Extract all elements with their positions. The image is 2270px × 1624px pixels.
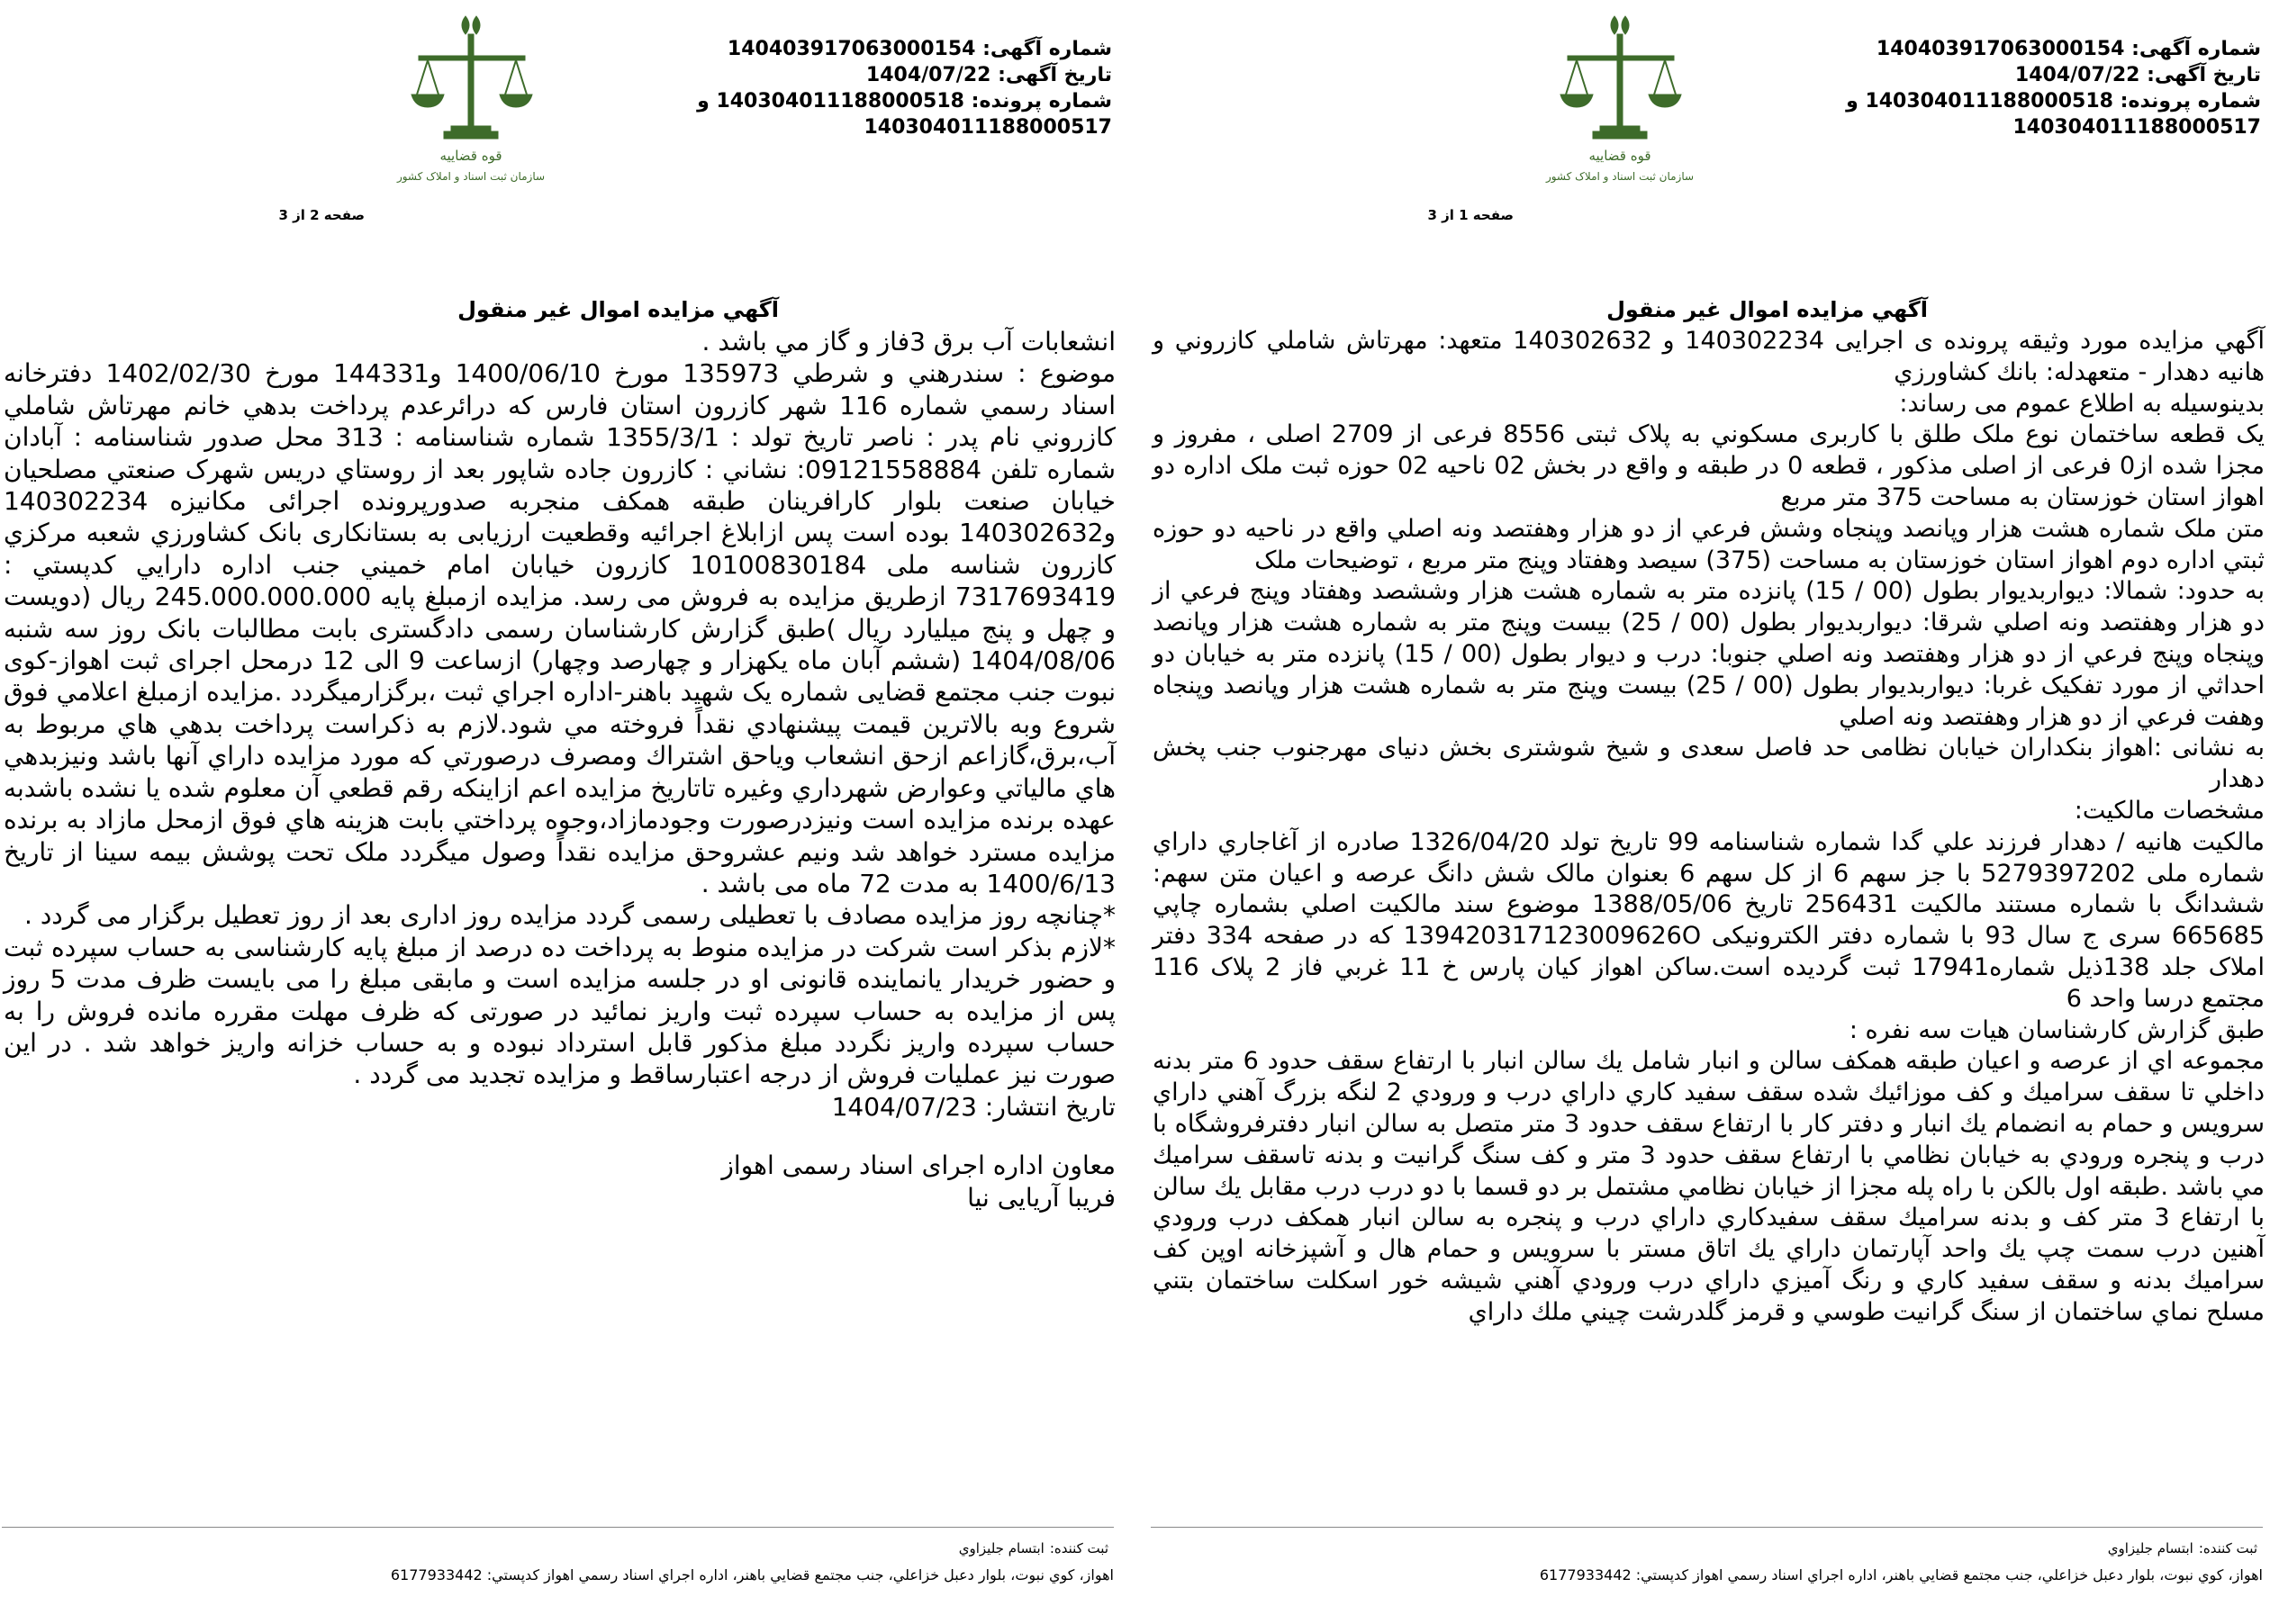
document-body — [1153, 326, 2265, 1329]
ad-meta — [1793, 36, 2261, 140]
page-1 — [1149, 0, 2270, 1624]
paragraph: موضوع : سندرهني و شرطي 135973 مورخ 1400/06/10 و144331 مورخ 1402/02/30 دفترخانه اسناد رسمي شماره 116 شهر کازرون استان فارس که درائرعدم پرداخت بدهي خانم مهرتاش شاملي کازروني نام پدر : ناصر تاريخ تولد : 1355/3/1 شماره شناسنامه : 313 محل صدور شناسنامه : آبادان شماره تلفن 09121558884: نشاني : کازرون جاده شاپور بعد از روستاي دريس شهرک صنعتي مصلحيان خيابان صنعت بلوار کارافرينان طبقه همکف منجربه صدورپرونده اجرائی مکانیزه 140302234 و140302632 بوده است پس ازابلاغ اجرائيه وقطعيت ارزيابی به بستانکاری بانک کشاورزي شعبه مرکزي کازرون شناسه ملی 10100830184 کازرون خيابان امام خميني جنب اداره دارايي کدپستي : 7317693419 ازطريق مزايده به فروش می رسد. مزايده ازمبلغ پايه 245.000.000.000 ريال (دويست و چهل و پنج ميليارد ريال )طبق گزارش کارشناسان رسمی دادگستری بابت مطالبات بانک روز سه شنبه 1404/08/06 (ششم آبان ماه يکهزار و چهارصد وچهار) ازساعت 9 الی 12 درمحل اجرای ثبت اهواز-کوی نبوت جنب مجتمع قضايی شماره يک شهيد باهنر-اداره اجراي ثبت ،برگزارميگردد .مزايده ازمبلغ اعلامي فوق شروع وبه بالاترين قيمت پيشنهادي نقداً فروخته مي شود.لازم به ذکراست پرداخت بدهي هاي مربوط به آب،برق،گازاعم ازحق انشعاب وياحق اشتراك ومصرف درصورتي که مورد مزايده داراي آنها باشد ونيزبدهي هاي مالياتي وعوارض شهرداري وغيره تاتاريخ مزايده اعم ازاينکه رقم قطعي آن معلوم شده يا نشده باشدبه عهده برنده مزايده است ونيزدرصورت وجودمازاد،وجوه پرداختي بابت هزينه هاي فوق ازمحل مازاد به برنده مزايده مسترد خواهد شد ونيم عشروحق مزايده نقداً وصول ميگردد ملک تحت پوشش بيمه سينا از تاريخ 1400/6/13 به مدت 72 ماه می باشد . — [4, 358, 1117, 898]
paragraph: مالکيت هانيه / دهدار فرزند علي گدا شماره شناسنامه 99 تاريخ تولد 1326/04/20 صادره از آغاجاري داراي شماره ملی 5279397202 با جز سهم 6 از کل سهم 6 بعنوان مالک شش دانگ عرصه و اعيان متن سهم: ششدانگ با شماره مستند مالکيت 256431 تاريخ 1388/05/06 موضوع سند مالکيت اصلي بشماره چاپي 665685 سری ج سال 93 با شماره دفتر الکترونيکی 139420317123009626O که در صفحه 334 دفتر املاک جلد 138ذيل شماره17941 ثبت گرديده است.ساکن اهواز کيان پارس خ 11 غربي فاز 2 پلاک 116 مجتمع درسا واحد 6 — [1153, 827, 2265, 1013]
judiciary-emblem-icon — [1514, 9, 1730, 189]
ad-number-label: شماره آگهی: — [2131, 38, 2261, 60]
ad-number: 140403917063000154 — [1876, 38, 2125, 60]
file-number-2: 140304011188000517 — [2012, 116, 2261, 139]
page-title: آگهي مزايده اموال غير منقول — [457, 297, 779, 322]
file-number-label: شماره پرونده: — [971, 90, 1112, 113]
ad-date-label: تاریخ آگهی: — [2147, 64, 2261, 86]
file-number-2: 140304011188000517 — [864, 116, 1112, 139]
paragraph: آگهي مزايده مورد وثيقه پرونده ی اجرايی 140302234 و 140302632 متعهد: مهرتاش شاملي کازروني و هانيه دهدار - متعهدله: بانك کشاورزي — [1153, 327, 2265, 386]
paragraph: *لازم بذکر است شرکت در مزايده منوط به پرداخت ده درصد از مبلغ پايه کارشناسی به حساب سپرده ثبت و حضور خريدار يانماينده قانونی او در جلسه مزايده است و مابقی مبلغ را می بايست ظرف مدت 5 روز پس از مزايده به حساب سپرده ثبت واريز نمائيد در صورتی که ظرف مهلت مقرره مانده فروش را به حساب سپرده واريز نگردد مبلغ مذکور قابل استرداد نبوده و به حساب خزانه واريز خواهد شد . در اين صورت نيز عمليات فروش از درجه اعتبارساقط و مزايده تجديد می گردد . — [4, 932, 1117, 1090]
page-2 — [0, 0, 1121, 1624]
ad-date: 1404/07/22 — [865, 64, 991, 86]
registrar — [1151, 1535, 2263, 1562]
footer-address: اهواز، کوي نبوت، بلوار دعبل خزاعلي، جنب مجتمع قضايي باهنر، اداره اجراي اسناد رسمي اهواز کدپستي: 6177933442 — [1539, 1566, 2263, 1583]
paragraph: مشخصات مالکيت: — [2074, 796, 2265, 825]
paragraph: تاريخ انتشار: 1404/07/23 — [831, 1091, 1116, 1122]
spacer — [4, 1123, 1116, 1150]
page-footer — [1151, 1527, 2263, 1589]
registrar-label: ثبت کننده: — [2198, 1540, 2257, 1556]
footer-address: اهواز، کوي نبوت، بلوار دعبل خزاعلي، جنب مجتمع قضايي باهنر، اداره اجراي اسناد رسمي اهواز کدپستي: 6177933442 — [390, 1566, 1114, 1583]
svg-text:قوه قضاییه: قوه قضاییه — [1588, 148, 1651, 164]
file-number-1: 140304011188000518 و — [1846, 90, 2113, 113]
paragraph: بدينوسيله به اطلاع عموم می رساند: — [1899, 389, 2265, 418]
paragraph: به نشانی :اهواز بنکداران خيابان نظامی حد فاصل سعدی و شيخ شوشتری بخش دنيای مهرجنوب جنب پخش دهدار — [1153, 734, 2265, 794]
page-title: آگهي مزايده اموال غير منقول — [1606, 297, 1928, 322]
ad-date-label: تاریخ آگهی: — [998, 64, 1112, 86]
page-indicator: صفحه 1 از 3 — [1427, 207, 1514, 223]
svg-text:سازمان ثبت اسناد و املاک کشور: سازمان ثبت اسناد و املاک کشور — [396, 170, 546, 183]
page-indicator: صفحه 2 از 3 — [278, 207, 365, 223]
paragraph: *چنانچه روز مزايده مصادف با تعطيلی رسمی گردد مزايده روز اداری بعد از روز تعطيل برگزار می گردد . — [24, 900, 1116, 931]
registrar-name: ابتسام جليزاوي — [2107, 1540, 2193, 1556]
document-body — [4, 326, 1116, 1213]
file-number-label: شماره پرونده: — [2120, 90, 2261, 113]
registrar — [2, 1535, 1114, 1562]
file-number-1: 140304011188000518 و — [697, 90, 964, 113]
ad-number: 140403917063000154 — [727, 38, 976, 60]
paragraph: يک قطعه ساختمان نوع ملک طلق با کاربری مسکوني به پلاک ثبتی 8556 فرعی از 2709 اصلی ، مفروز و مجزا شده از0 فرعی از اصلی مذکور ، قطعه 0 در طبقه و واقع در بخش 02 ناحیه 02 حوزه ثبت ملک اداره دو اهواز استان خوزستان به مساحت 375 متر مربع — [1153, 420, 2265, 511]
svg-text:قوه قضاییه: قوه قضاییه — [439, 148, 502, 164]
registrar-name: ابتسام جليزاوي — [958, 1540, 1045, 1556]
paragraph: انشعابات آب برق 3فاز و گاز مي باشد . — [701, 327, 1116, 356]
signatory-name: فريبا آريايی نيا — [967, 1182, 1116, 1213]
ad-meta — [644, 36, 1112, 140]
signatory-title: معاون اداره اجرای اسناد رسمی اهواز — [721, 1150, 1116, 1181]
registrar-label: ثبت کننده: — [1049, 1540, 1108, 1556]
ad-date: 1404/07/22 — [2014, 64, 2140, 86]
paragraph: طبق گزارش کارشناسان هيات سه نفره : — [1849, 1015, 2265, 1044]
paragraph: متن ملک شماره هشت هزار وپانصد وپنجاه وشش فرعي از دو هزار وهفتصد ونه اصلي واقع در ناحيه دو حوزه ثبتي اداره دوم اهواز استان خوزستان به مساحت (375) سيصد وهفتاد وپنج متر مربع ، توضيحات ملک — [1153, 514, 2265, 574]
svg-text:سازمان ثبت اسناد و املاک کشور: سازمان ثبت اسناد و املاک کشور — [1545, 170, 1695, 183]
paragraph: مجموعه اي از عرصه و اعيان طبقه همکف سالن و انبار شامل يك سالن انبار با ارتفاع سقف حدود 6 متر بدنه داخلي تا سقف سراميك و كف موزائيك شده سقف سفيد كاري داراي درب و ورودي 2 لنگه بزرگ آهني داراي سرويس و حمام به انضمام يك انبار و دفتر كار با ارتفاع سقف حدود 3 متر متصل به سالن انبار دفترفروشگاه با درب و پنجره ورودي به خيابان نظامي با ارتفاع سقف حدود 3 متر و كف سنگ گرانيت و بدنه تاسقف سراميك مي باشد .طبقه اول بالكن با راه پله مجزا از خيابان نظامي مشتمل بر دو قسما با دو درب درب مقابل يك سالن با ارتفاع 3 متر كف و بدنه سراميك سقف سفيدكاري داراي درب و پنجره به سالن انبار همكف درب ورودي آهنين درب سمت چپ يك واحد آپارتمان داراي يك اتاق مستر با سرويس و حمام هال و آشپزخانه اوپن كف سراميك بدنه و سقف سفيد كاري و رنگ آميزي داراي درب ورودي آهني شيشه خور اسكلت ساختمان بتني مسلح نماي ساختمان از سنگ گرانيت طوسي و قرمز گلدرشت چيني ملك داراي — [1153, 1047, 2265, 1326]
page-footer — [2, 1527, 1114, 1589]
judiciary-emblem-icon — [365, 9, 581, 189]
paragraph: به حدود: شمالا: ديواربديوار بطول (00 / 15) پانزده متر به شماره هشت هزار وششصد وهفتاد وپنج فرعي از دو هزار وهفتصد ونه اصلي شرقا: ديواربديوار بطول (00 / 25) بيست وپنج متر به شماره هشت هزار وپانصد وپنجاه وپنج فرعي از دو هزار وهفتصد ونه اصلي جنوبا: درب و ديوار بطول (00 / 15) پانزده متر به خيابان دو احداثي از مورد تفکيک غربا: ديواربديوار بطول (00 / 25) بيست وپنج متر به شماره هشت هزار وپانصد وپنجاه وهفت فرعي از دو هزار وهفتصد ونه اصلي — [1153, 577, 2265, 731]
ad-number-label: شماره آگهی: — [982, 38, 1112, 60]
